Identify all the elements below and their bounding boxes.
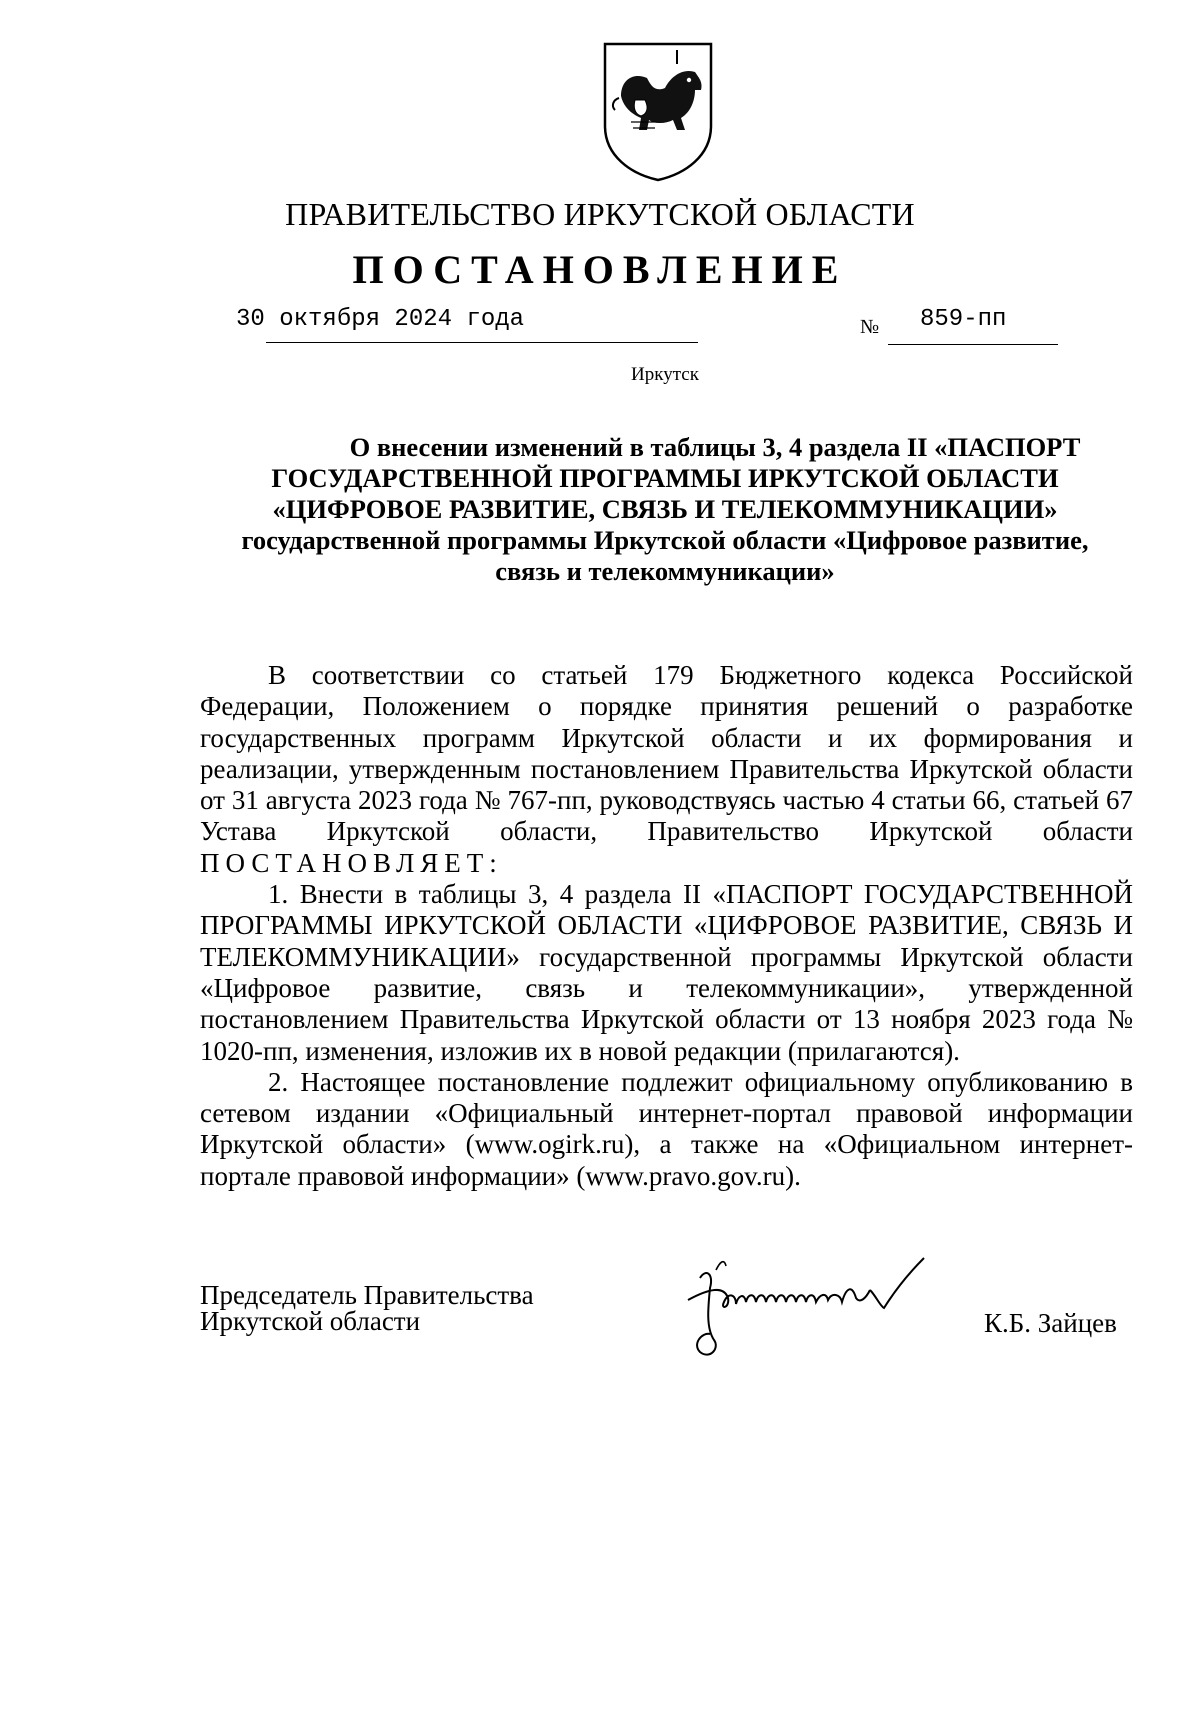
document-title xyxy=(200,432,1130,587)
date-value: 30 октября 2024 года xyxy=(236,306,525,333)
preamble-text: В соответствии со статьей 179 Бюджетного кодекса Российской Федерации, Положением о порядке принятия решений о разработке государственных программ Иркутской области и их формирования и реализации, утвержденным постановлением Правительства Иркутской области от 31 августа 2023 года № 767-пп, руководствуясь частью 4 статьи 66, статьей 67 Устава Иркутской области, Правительство Иркутской области xyxy=(200,660,1133,847)
signer-position-line: Председатель Правительства xyxy=(200,1280,534,1310)
item-2-paragraph: 2. Настоящее постановление подлежит официальному опубликованию в сетевом издании «Официальный интернет-портал правовой информации Иркутской области» (www.ogirk.ru), а также на «Официальном интернет-портале правовой информации» (www.pravo.gov.ru). xyxy=(200,1066,1133,1191)
city-name: Иркутск xyxy=(631,364,699,385)
number-underline xyxy=(888,344,1058,345)
decree-word: ПОСТАНОВЛЯЕТ: xyxy=(200,847,503,878)
title-line: ГОСУДАРСТВЕННОЙ ПРОГРАММЫ ИРКУТСКОЙ ОБЛАСТИ xyxy=(271,463,1059,493)
title-line: О внесении изменений в таблицы 3, 4 раздела II «ПАСПОРТ xyxy=(349,432,1081,462)
government-name: ПРАВИТЕЛЬСТВО ИРКУТСКОЙ ОБЛАСТИ xyxy=(285,196,915,232)
document-type-heading: ПОСТАНОВЛЕНИЕ xyxy=(352,247,848,292)
document-date xyxy=(236,306,524,333)
signer-position-line: Иркутской области xyxy=(200,1306,421,1336)
signer-position xyxy=(200,1282,534,1334)
document-body xyxy=(200,660,1133,1192)
preamble-paragraph xyxy=(200,660,1133,879)
handwritten-signature xyxy=(680,1248,970,1378)
title-line: «ЦИФРОВОЕ РАЗВИТИЕ, СВЯЗЬ И ТЕЛЕКОММУНИКАЦИИ» xyxy=(272,494,1058,524)
title-line: связь и телекоммуникации» xyxy=(495,556,835,586)
number-sign: № xyxy=(860,316,880,338)
number-value: 859-пп xyxy=(920,306,1007,333)
item-1-paragraph: 1. Внести в таблицы 3, 4 раздела II «ПАСПОРТ ГОСУДАРСТВЕННОЙ ПРОГРАММЫ ИРКУТСКОЙ ОБЛАСТИ «ЦИФРОВОЕ РАЗВИТИЕ, СВЯЗЬ И ТЕЛЕКОММУНИКАЦИИ» государственной программы Иркутской области «Цифровое развитие, связь и телекоммуникации», утвержденной постановлением Правительства Иркутской области от 13 ноября 2023 года № 1020-пп, изменения, изложив их в новой редакции (прилагаются). xyxy=(200,879,1133,1066)
coat-of-arms-icon xyxy=(599,38,717,182)
document-number xyxy=(860,308,1060,348)
title-line: государственной программы Иркутской области «Цифровое развитие, xyxy=(241,525,1089,555)
date-underline xyxy=(266,342,698,343)
signer-name: К.Б. Зайцев xyxy=(984,1308,1117,1338)
